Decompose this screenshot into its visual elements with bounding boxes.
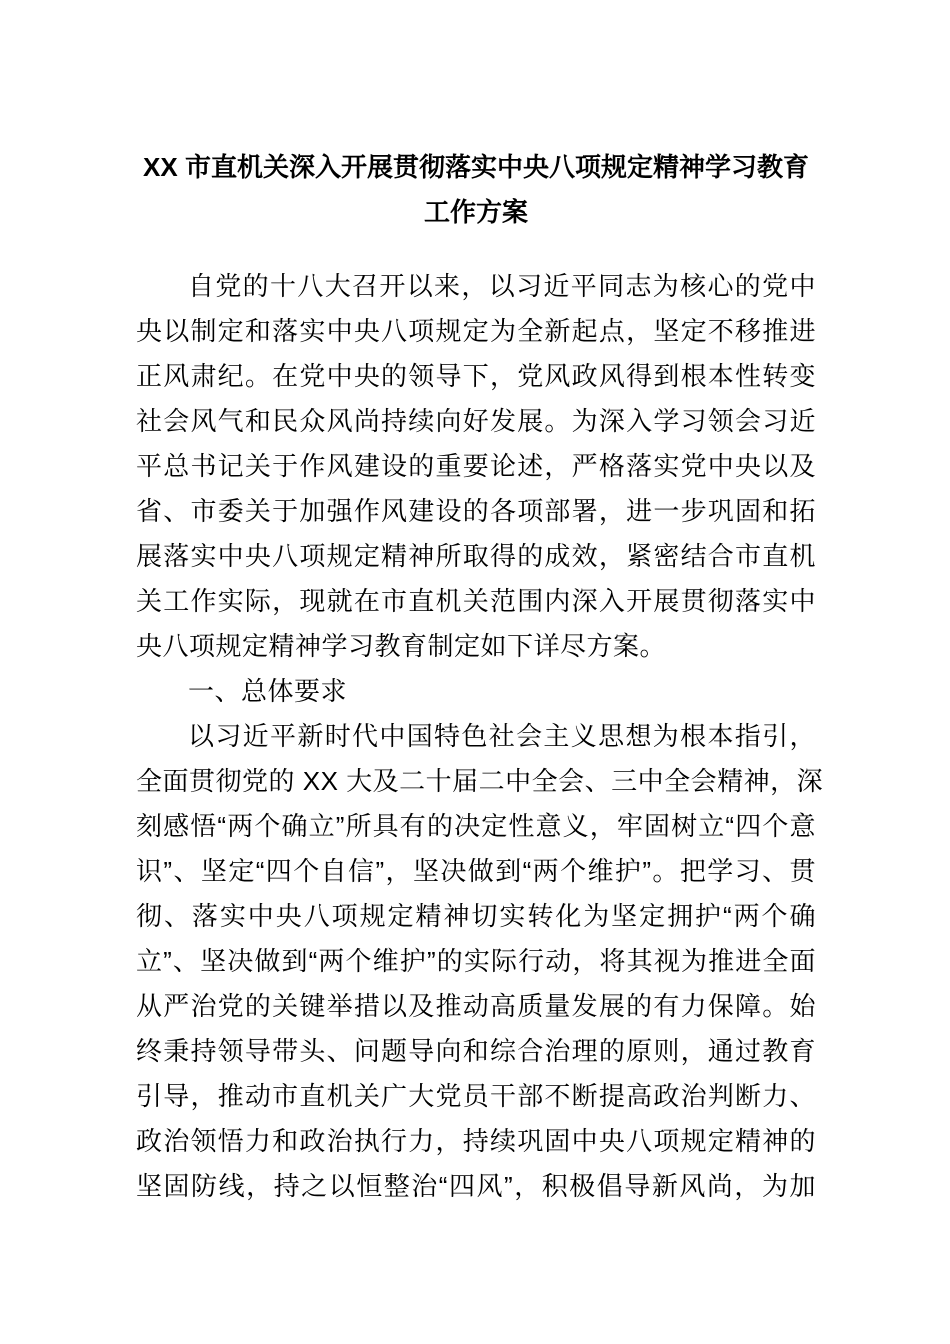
document-body	[136, 264, 824, 1209]
paragraph-1-line: 省、市委关于加强作风建设的各项部署，进一步巩固和拓	[136, 496, 816, 526]
paragraph-2-line: 坚固防线，持之以恒整治“四风”，积极倡导新风尚，为加	[136, 1171, 816, 1201]
paragraph-1-line: 关工作实际，现就在市直机关范围内深入开展贯彻落实中	[136, 586, 816, 616]
title-line-2: 工作方案	[423, 197, 528, 227]
paragraph-2-line: 识”、坚定“四个自信”，坚决做到“两个维护”。把学习、贯	[136, 856, 816, 886]
paragraph-2-line: 从严治党的关键举措以及推动高质量发展的有力保障。始	[136, 991, 816, 1021]
document-title	[136, 145, 816, 235]
paragraph-1-line: 央八项规定精神学习教育制定如下详尽方案。	[136, 631, 667, 661]
paragraph-2-line: 彻、落实中央八项规定精神切实转化为坚定拥护“两个确	[136, 901, 816, 931]
document-content	[136, 0, 824, 1209]
paragraph-2-line: 刻感悟“两个确立”所具有的决定性意义，牢固树立“四个意	[136, 811, 816, 841]
paragraph-2-line: 全面贯彻党的 XX 大及二十届二中全会、三中全会精神，深	[136, 766, 824, 796]
paragraph-1-line: 平总书记关于作风建设的重要论述，严格落实党中央以及	[136, 451, 816, 481]
paragraph-2-line: 政治领悟力和政治执行力，持续巩固中央八项规定精神的	[136, 1126, 816, 1156]
paragraph-1-line: 社会风气和民众风尚持续向好发展。为深入学习领会习近	[136, 406, 816, 436]
paragraph-1-line: 展落实中央八项规定精神所取得的成效，紧密结合市直机	[136, 541, 816, 571]
paragraph-2-line: 终秉持领导带头、问题导向和综合治理的原则，通过教育	[136, 1036, 816, 1066]
paragraph-1-line: 自党的十八大召开以来，以习近平同志为核心的党中	[188, 271, 816, 301]
paragraph-2-line: 以习近平新时代中国特色社会主义思想为根本指引，	[188, 721, 816, 751]
paragraph-1-line: 央以制定和落实中央八项规定为全新起点，坚定不移推进	[136, 316, 816, 346]
paragraph-1-line: 正风肃纪。在党中央的领导下，党风政风得到根本性转变	[136, 361, 816, 391]
section-heading: 一、总体要求	[188, 676, 348, 706]
title-line-1: XX 市直机关深入开展贯彻落实中央八项规定精神学习教育	[143, 152, 809, 182]
paragraph-2-line: 引导，推动市直机关广大党员干部不断提高政治判断力、	[136, 1081, 816, 1111]
paragraph-2-line: 立”、坚决做到“两个维护”的实际行动，将其视为推进全面	[136, 946, 816, 976]
